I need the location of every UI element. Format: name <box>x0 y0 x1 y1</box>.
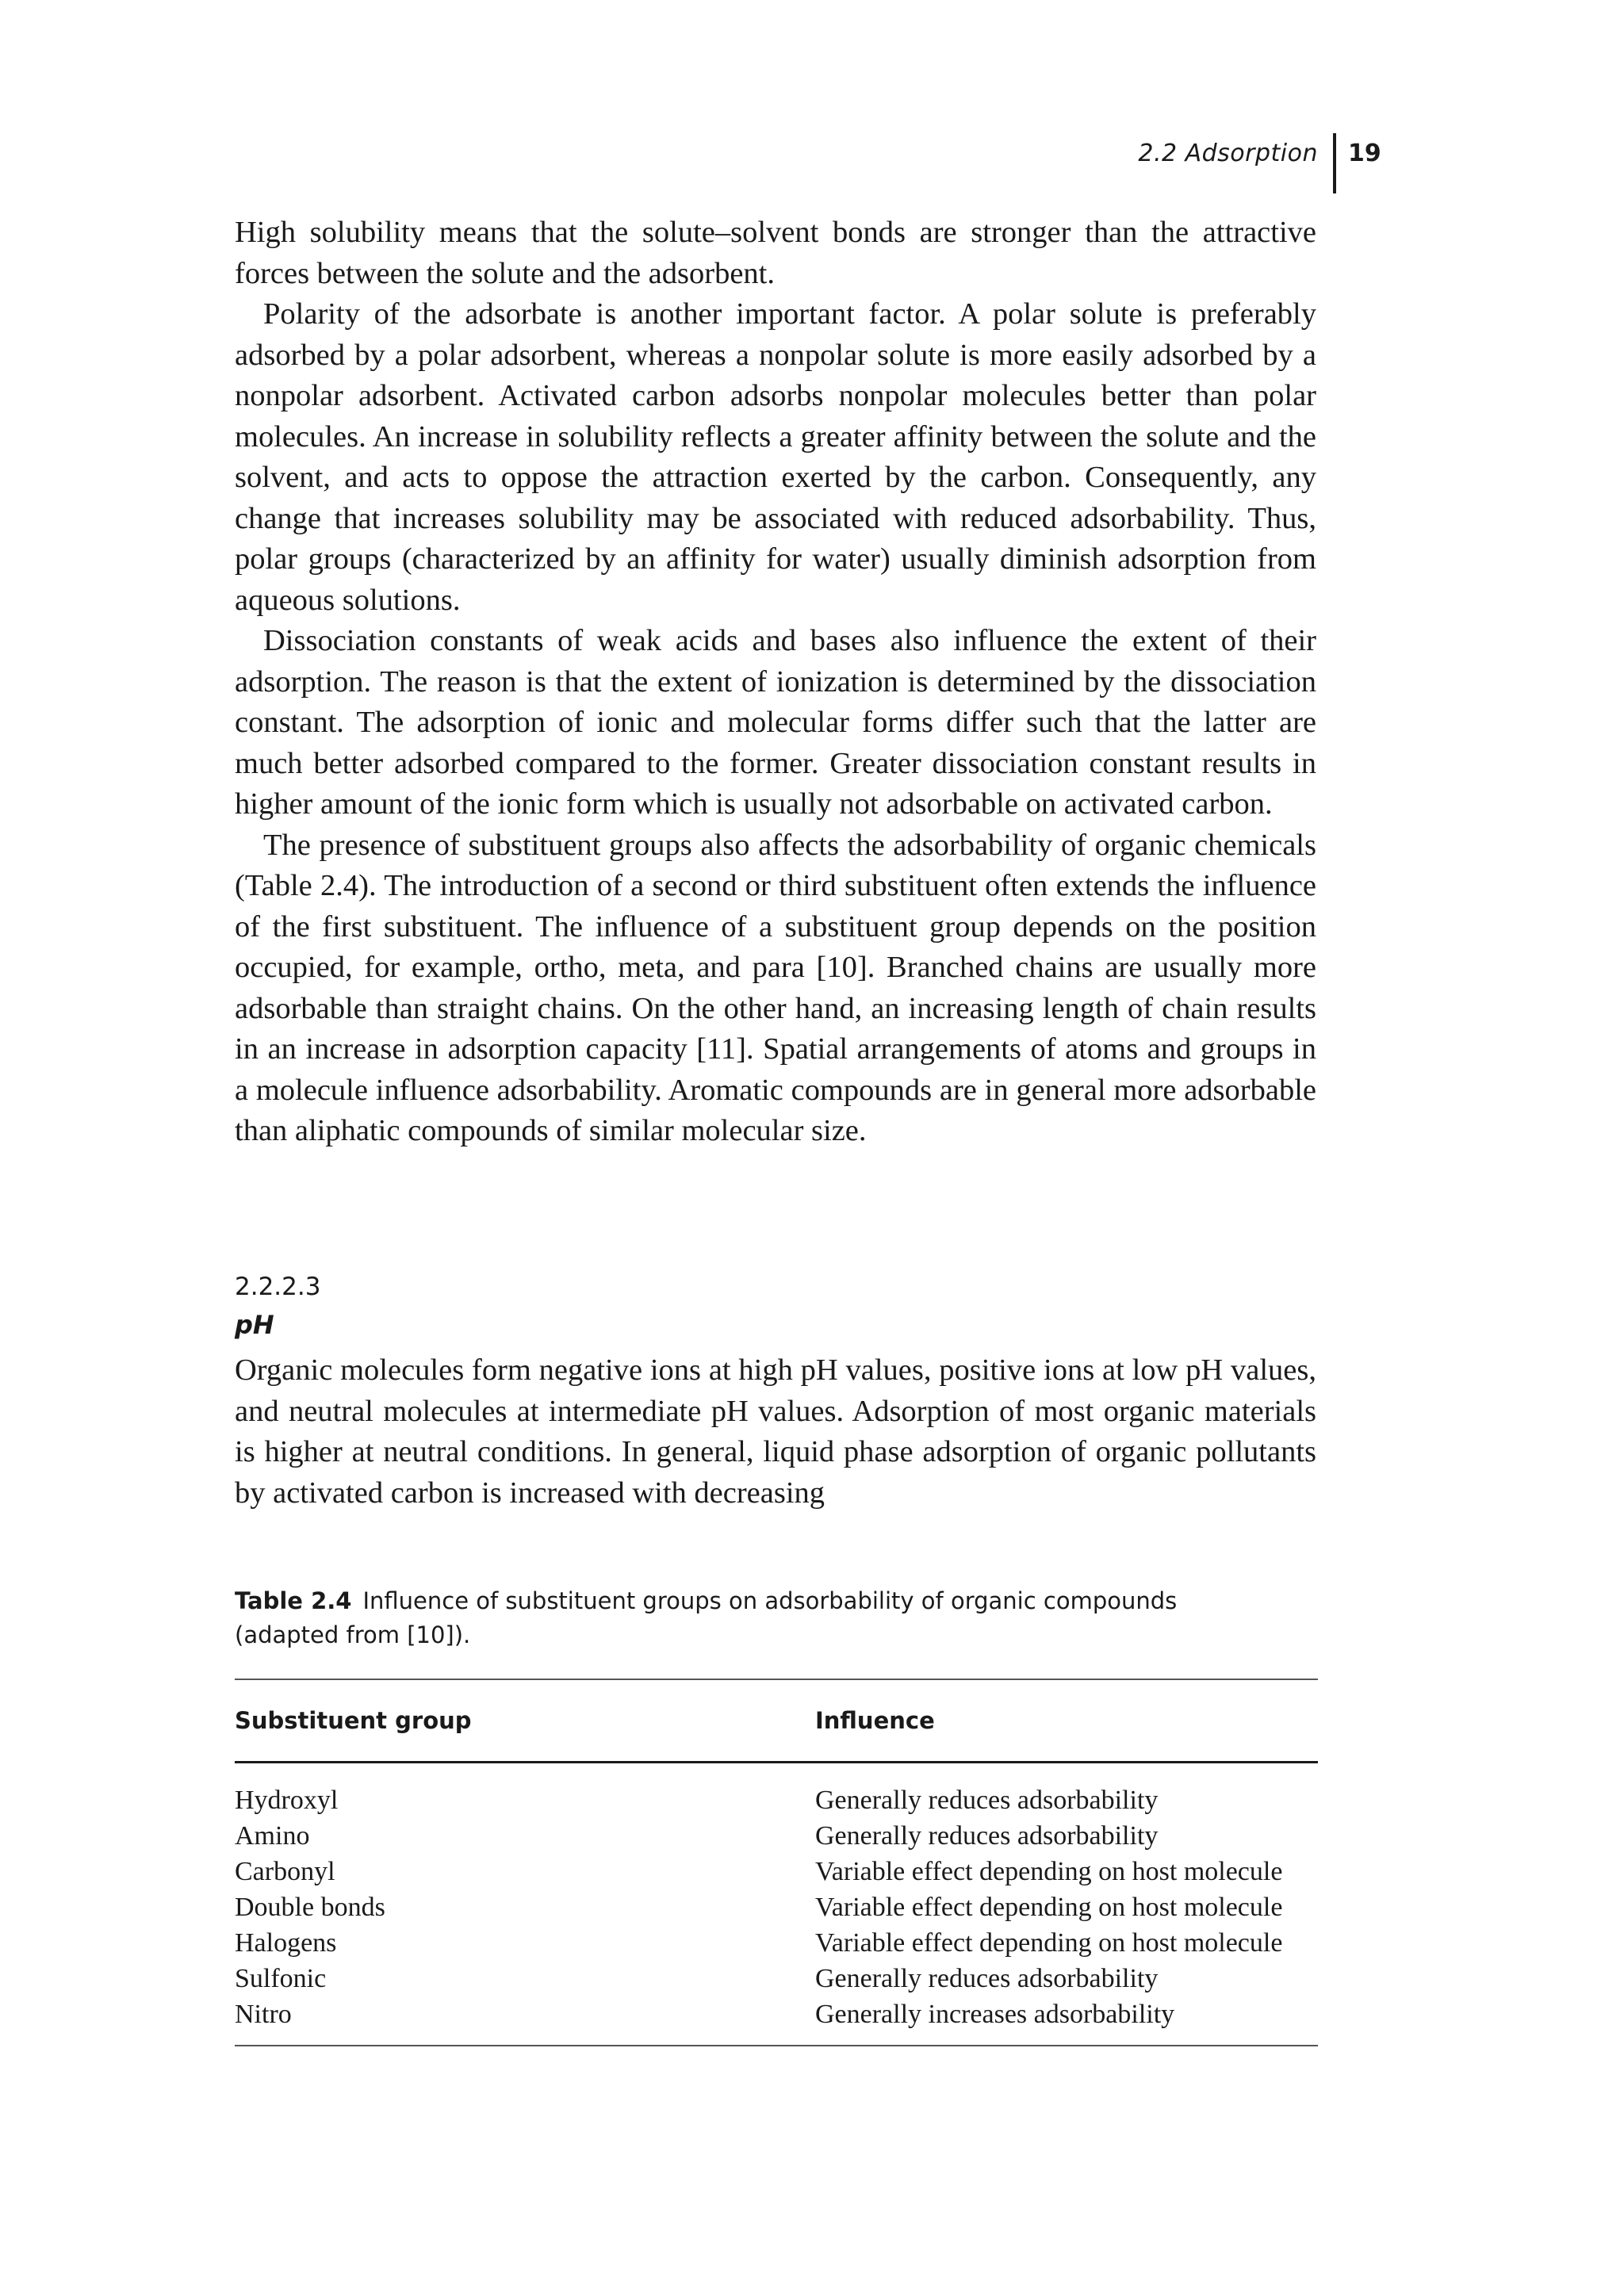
table-body <box>235 1763 1318 2045</box>
table-label: Table 2.4 <box>235 1587 352 1614</box>
substituent-table <box>235 1679 1318 2046</box>
cell-influence: Variable effect depending on host molecule <box>815 1857 1283 1886</box>
table-caption <box>235 1584 1186 1652</box>
table-caption-text: Influence of substituent groups on adsorbability of organic compounds (adapted from [10]). <box>235 1587 1178 1648</box>
section-number: 2.2.2.3 <box>235 1273 321 1301</box>
table-header-row <box>235 1680 1318 1761</box>
table-row <box>235 1889 1318 1925</box>
column-header-substituent: Substituent group <box>235 1707 472 1734</box>
table-row <box>235 1818 1318 1854</box>
section-title: pH <box>235 1310 274 1340</box>
table-row <box>235 1782 1318 1818</box>
paragraph-polarity: Polarity of the adsorbate is another important factor. A polar solute is preferably adsorbed by a polar adsorbent, whereas a nonpolar solute is more easily adsorbed by a nonpolar adsorbent. Activated carbon adsorbs nonpolar molecules better than polar molecules. An increase in solubility reflects a greater affinity between the solute and the solvent, and acts to oppose the attraction exerted by the carbon. Consequently, any change that increases solubility may be associated with reduced adsorbability. Thus, polar groups (characterized by an affinity for water) usually diminish adsorption from aqueous solutions. <box>235 297 1316 617</box>
cell-substituent: Nitro <box>235 2000 292 2029</box>
cell-influence: Variable effect depending on host molecule <box>815 1928 1283 1958</box>
table-row <box>235 1961 1318 1996</box>
running-head: 2.2 Adsorption <box>1138 140 1318 167</box>
paragraph-solubility: High solubility means that the solute–solvent bonds are stronger than the attractive forces between the solute and the adsorbent. <box>235 216 1316 290</box>
paragraph-ph: Organic molecules form negative ions at high pH values, positive ions at low pH values, and neutral molecules at intermediate pH values. Adsorption of most organic materials is higher at neutral conditions. In general, liquid phase adsorption of organic pollutants by activated carbon is increased with decreasing <box>235 1353 1316 1510</box>
cell-substituent: Sulfonic <box>235 1964 327 1993</box>
table-row <box>235 1925 1318 1961</box>
cell-substituent: Amino <box>235 1821 310 1851</box>
cell-influence: Variable effect depending on host molecule <box>815 1893 1283 1922</box>
table-row <box>235 1854 1318 1889</box>
body-text <box>235 212 1316 1152</box>
cell-influence: Generally increases adsorbability <box>815 2000 1175 2029</box>
cell-influence: Generally reduces adsorbability <box>815 1821 1159 1851</box>
cell-influence: Generally reduces adsorbability <box>815 1786 1159 1815</box>
section-body <box>235 1350 1316 1514</box>
table-bottom-rule <box>235 2045 1318 2046</box>
cell-substituent: Hydroxyl <box>235 1786 339 1815</box>
header-divider <box>1333 133 1336 193</box>
cell-influence: Generally reduces adsorbability <box>815 1964 1159 1993</box>
page-number: 19 <box>1348 140 1381 167</box>
paragraph-dissociation: Dissociation constants of weak acids and bases also influence the extent of their adsorption. The reason is that the extent of ionization is determined by the dissociation constant. The adsorption of ionic and molecular forms differ such that the latter are much better adsorbed compared to the former. Greater dissociation constant results in higher amount of the ionic form which is usually not adsorbable on activated carbon. <box>235 624 1316 821</box>
paragraph-substituents: The presence of substituent groups also affects the adsorbability of organic chemicals (Table 2.4). The introduction of a second or third substituent often extends the influence of the first substituent. The influence of a substituent group depends on the position occupied, for example, ortho, meta, and para [10]. Branched chains are usually more adsorbable than straight chains. On the other hand, an increasing length of chain results in an increase in adsorption capacity [11]. Spatial arrangements of atoms and groups in a molecule influence adsorbability. Aromatic compounds are in general more adsorbable than aliphatic compounds of similar molecular size. <box>235 828 1316 1147</box>
cell-substituent: Double bonds <box>235 1893 385 1922</box>
cell-substituent: Halogens <box>235 1928 337 1958</box>
column-header-influence: Influence <box>815 1707 935 1734</box>
cell-substituent: Carbonyl <box>235 1857 335 1886</box>
table-row <box>235 1996 1318 2032</box>
